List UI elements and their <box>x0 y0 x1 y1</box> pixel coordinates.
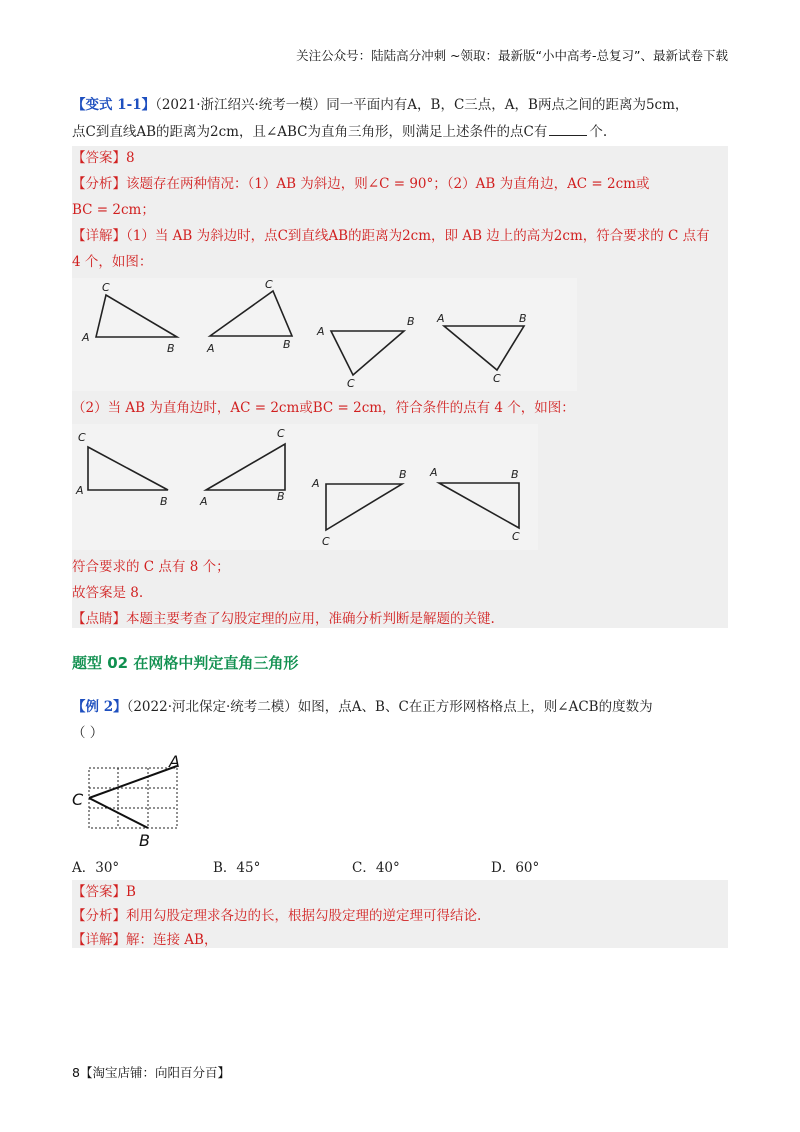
solution1-conclusion-1: 符合要求的 C 点有 8 个； <box>72 559 230 575</box>
solution1-answer: 【答案】8 <box>72 150 135 166</box>
label-A-5: A <box>76 484 84 497</box>
choice-b[interactable]: B．45° <box>213 860 261 876</box>
grid-label-A: A <box>169 752 180 771</box>
label-C-1: C <box>102 281 110 294</box>
solution1-detail-1: 【详解】（1）当 AB 为斜边时，点C到直线AB的距离为2cm，即 AB 边上的高为2cm，符合要求的 C 点有 <box>72 228 710 244</box>
label-B-8: B <box>511 468 519 481</box>
label-A-6: A <box>200 495 208 508</box>
triangle-4 <box>444 326 524 370</box>
choice-c[interactable]: C．40° <box>352 860 400 876</box>
label-A-3: A <box>317 325 325 338</box>
label-B-2: B <box>283 338 291 351</box>
problem1-line1 <box>72 95 688 115</box>
segment-CB <box>89 798 148 828</box>
problem2-tag: 【例 2】 <box>72 699 127 715</box>
solution1-detail-2: 4 个，如图： <box>72 254 153 270</box>
figure-leg-cases <box>72 424 538 550</box>
solution1-comment: 【点睛】本题主要考查了勾股定理的应用，准确分析判断是解题的关键. <box>72 611 495 627</box>
label-B-6: B <box>277 490 285 503</box>
page-header: 关注公众号：陆陆高分冲刺 ~领取：最新版“小中高考-总复习”、最新试卷下载 <box>296 48 728 63</box>
solution2-answer: 【答案】B <box>72 884 136 900</box>
solution1-analysis-1: 【分析】该题存在两种情况：（1）AB 为斜边，则∠C = 90°；（2）AB 为直角边，AC = 2cm或 <box>72 176 650 192</box>
label-C-3: C <box>347 377 355 390</box>
problem1-text: （2021·浙江绍兴·统考一模）同一平面内有A，B，C三点，A，B两点之间的距离为5cm， <box>155 97 689 113</box>
label-A-1: A <box>82 331 90 344</box>
segment-CA <box>89 766 177 798</box>
label-A-2: A <box>207 342 215 355</box>
solution1-conclusion-2: 故答案是 8. <box>72 585 144 601</box>
section-title: 题型 02 在网格中判定直角三角形 <box>72 654 299 672</box>
answer-blank <box>549 121 587 136</box>
grid-label-C: C <box>72 790 84 809</box>
label-B-4: B <box>519 312 527 325</box>
solution1-case2: （2）当 AB 为直角边时，AC = 2cm或BC = 2cm，符合条件的点有 4 个，如图： <box>72 400 575 416</box>
page-footer: 8【淘宝店铺：向阳百分百】 <box>72 1065 230 1080</box>
grid-figure <box>70 752 190 852</box>
solution2-analysis: 【分析】利用勾股定理求各边的长，根据勾股定理的逆定理可得结论. <box>72 908 482 924</box>
problem1-text2: 点C到直线AB的距离为2cm，且∠ABC为直角三角形，则满足上述条件的点C有 <box>72 124 548 140</box>
problem2-paren: （ ） <box>72 725 104 741</box>
triangle-2 <box>210 291 292 336</box>
label-C-2: C <box>265 278 273 291</box>
problem1-line2 <box>72 121 607 142</box>
problem2-line1 <box>72 697 653 717</box>
label-A-4: A <box>437 312 445 325</box>
label-A-7: A <box>312 477 320 490</box>
triangle-3 <box>331 331 404 375</box>
label-B-5: B <box>160 495 168 508</box>
triangle-8 <box>439 483 519 528</box>
triangle-7 <box>326 484 402 530</box>
label-B-7: B <box>399 468 407 481</box>
label-B-1: B <box>167 342 175 355</box>
solution1-analysis-2: BC = 2cm； <box>72 202 155 218</box>
triangle-6 <box>206 444 285 490</box>
problem1-tag: 【变式 1-1】 <box>72 97 156 113</box>
label-C-5: C <box>78 431 86 444</box>
solution2-detail: 【详解】解：连接 AB， <box>72 932 218 948</box>
problem2-text: （2022·河北保定·统考二模）如图，点A、B、C在正方形网格格点上，则∠ACB的度数为 <box>126 699 653 715</box>
problem1-text3: 个. <box>589 124 608 140</box>
triangle-5 <box>88 447 168 490</box>
label-C-8: C <box>512 530 520 543</box>
grid-label-B: B <box>139 831 150 850</box>
label-C-6: C <box>277 427 285 440</box>
label-C-4: C <box>493 372 501 385</box>
label-B-3: B <box>407 315 415 328</box>
label-A-8: A <box>430 466 438 479</box>
triangle-1 <box>96 295 177 337</box>
label-C-7: C <box>322 535 330 548</box>
choice-d[interactable]: D．60° <box>491 860 540 876</box>
choice-a[interactable]: A．30° <box>72 860 120 876</box>
figure-hypotenuse-cases <box>72 278 577 391</box>
